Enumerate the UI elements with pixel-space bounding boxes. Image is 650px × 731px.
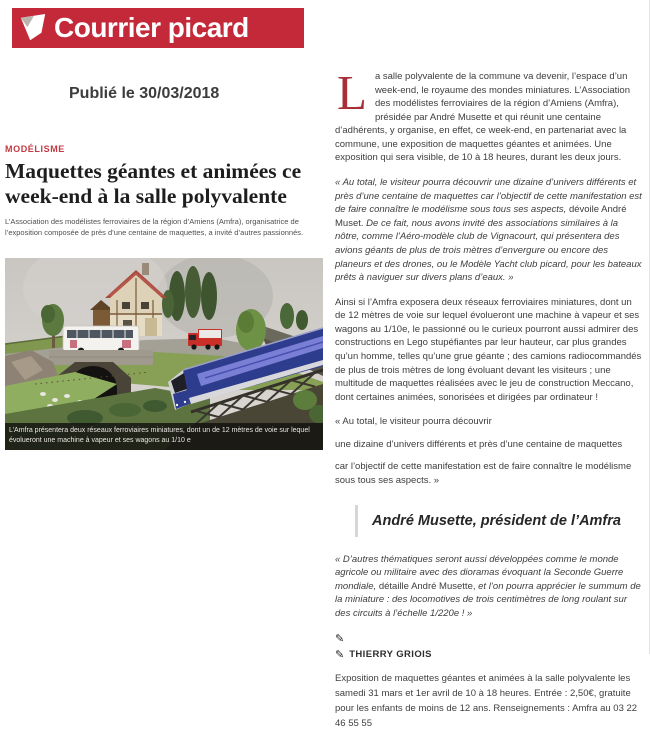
page-title: Maquettes géantes et animées ce week-end à la salle polyvalente — [5, 159, 302, 209]
masthead-logo[interactable] — [12, 8, 304, 48]
body-line: « Au total, le visiteur pourra découvrir — [335, 416, 492, 428]
quote-text: « D’autres thématiques seront aussi développées comme le monde agricole ou militaire avec des dioramas évoquant la Seconde Guerre mondiale, — [335, 553, 624, 592]
pen-icon: ✎ — [335, 632, 345, 645]
drop-cap: L — [337, 65, 367, 120]
pull-quote: André Musette, président de l’Amfra — [355, 505, 643, 537]
body-quote-2 — [335, 553, 643, 621]
quote-attribution: dévoile André Muset. — [335, 204, 627, 229]
byline — [335, 648, 643, 661]
quote-text: De ce fait, nous avons invité des associations similaires à la nôtre, comme l’Aéro-modèle club de Vignacourt, qui présentera des avions géants de plus de trois mètres d’envergure ou encore des planeurs et des drones, ou le Modèle Yacht club picard, pour les bateaux prêts à naviguer sur divers plans d’eaux. » — [335, 217, 642, 284]
flag-icon — [18, 13, 48, 43]
photo-caption: L’Amfra présentera deux réseaux ferroviaires miniatures, dont un de 12 mètres de voie sur lequel évolueront une machine à vapeur et ses wagons au 1/10 e — [5, 423, 323, 450]
body-quote-1 — [335, 176, 643, 285]
standfirst: L’Association des modélistes ferroviaires de la région d’Amiens (Amfra), organisatrice de l’exposition composée de près d’une centaine de maquettes, a invité d’autres passionnés. — [5, 217, 304, 238]
body-line: une dizaine d’univers différents et près d’une centaine de maquettes — [335, 438, 623, 450]
quote-attribution: détaille André Musette, — [378, 580, 476, 592]
body-line: car l’objectif de cette manifestation est de faire connaître le modélisme sous tous ses aspects. » — [335, 461, 632, 487]
logo-text: Courrier picard — [54, 12, 249, 43]
pen-icon: ✎ — [335, 648, 345, 661]
body-paragraph-lead — [335, 65, 643, 165]
model-railway-illustration — [5, 258, 323, 450]
lead-text: a salle polyvalente de la commune va devenir, l’espace d’un week-end, le royaume des mondes miniatures. L’Association des modélistes ferroviaires de la région d’Amiens (Amfra), présidée par André Musette et qui réunit une centaine d’adhérents, y organise, en effet, ce week-end, en partenariat avec la commune, une exposition de maquettes géantes et animées. Une exposition qui sera visible, de 10 à 18 heures, durant les deux jours. — [335, 71, 630, 164]
quote-text: et l’on pourra apprécier le summum de la miniature : des locomotives de trois centimètres de long roulant sur des circuits à l’échelle 1/220e ! » — [335, 580, 641, 620]
author-name: THIERRY GRIOIS — [349, 648, 432, 660]
article-photo — [5, 258, 323, 450]
quote-text: « Au total, le visiteur pourra découvrir une dizaine d’univers différents et près d’une centaine de maquettes car l’objectif de cette manifestation est de faire connaître le modélisme sous tous ses aspects, — [335, 177, 642, 216]
published-date: Publié le 30/03/2018 — [69, 85, 220, 102]
body-paragraph: Ainsi si l’Amfra exposera deux réseaux ferroviaires miniatures, dont un de 12 mètres de voie sur lequel évolueront une machine à vapeur et ses wagons au 1/10e, le passionné ou le curieux pourront aussi admirer des constructions en Lego stupéfiantes par leur hauteur, car plus grandes qu’un homme, telles qu’une grue géante ; des camions radiocommandés de plus de trois mètres de long évoluant devant les visiteurs ; une multitude de maquettes réalisées avec le jeu de construction Meccano, dont certaines animées, sonorisées et dirigées par ordinateur ! — [335, 296, 642, 403]
practical-info: Exposition de maquettes géantes et animées à la salle polyvalente les samedi 31 mars et 1er avril de 10 à 18 heures. Entrée : 2,50€, gratuite pour les enfants de moins de 12 ans. Renseignements : Amfra au 03 22 46 55 55 — [335, 672, 638, 730]
left-column — [5, 8, 323, 450]
article-body — [335, 65, 643, 731]
category-kicker: MODÉLISME — [5, 144, 65, 154]
